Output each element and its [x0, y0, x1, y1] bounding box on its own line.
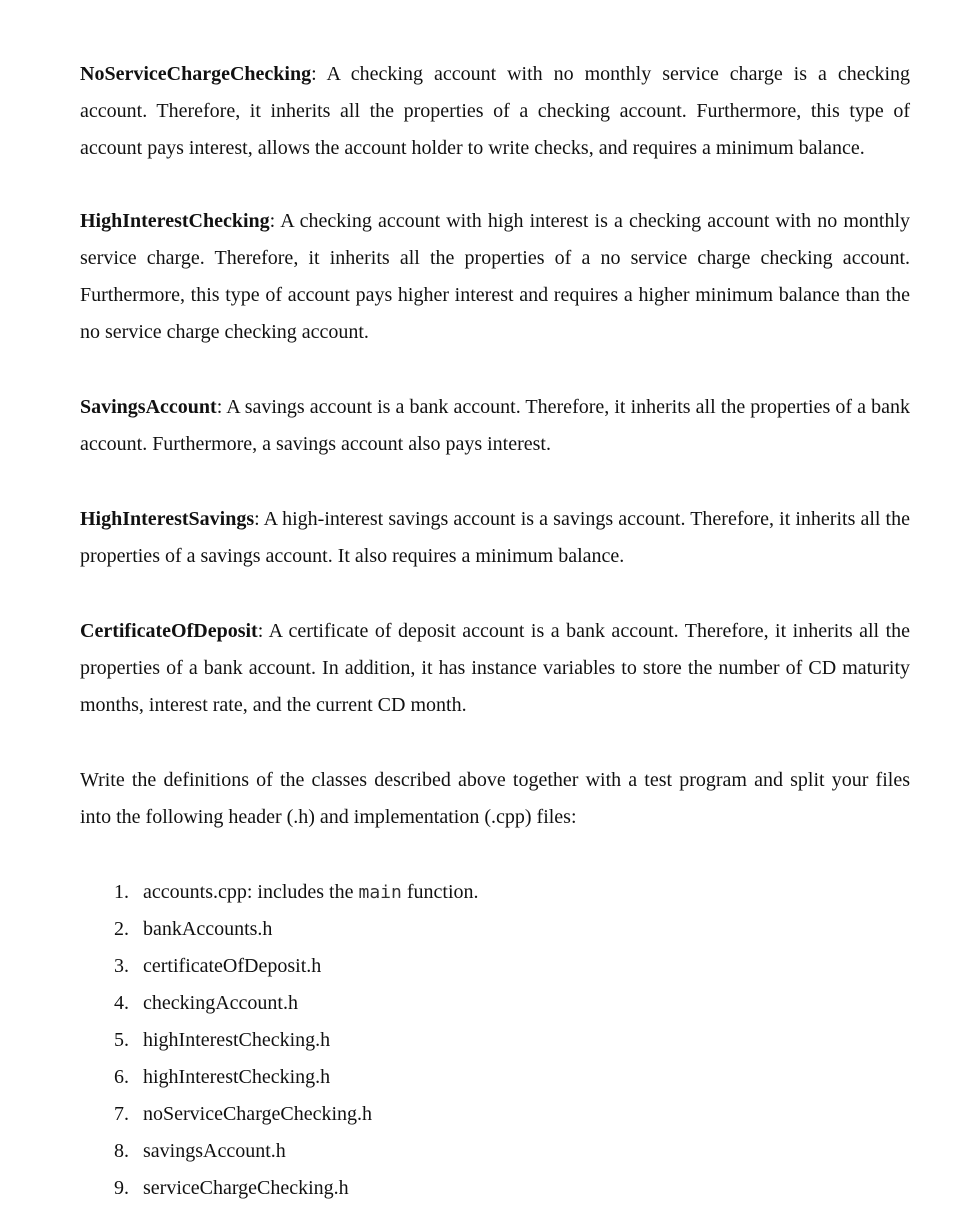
- list-item-text: noServiceChargeChecking.h: [143, 1103, 373, 1125]
- list-item: [80, 985, 910, 1022]
- term-high-interest-savings: HighInterestSavings: [80, 508, 255, 530]
- list-item: [80, 948, 910, 985]
- list-item: [80, 1022, 910, 1059]
- list-item-number: 9.: [114, 1177, 129, 1199]
- list-item-text: savingsAccount.h: [143, 1140, 286, 1162]
- list-item: [80, 1170, 910, 1207]
- list-item: [80, 874, 910, 911]
- description-no-service-charge-checking: : A checking account with no monthly service charge is a checking account. Therefore, it inherits all the properties of a checking account. Furthermore, this type of account pays interest, allows the account holder to write checks, and requires a minimum balance.: [80, 63, 910, 159]
- list-item: [80, 1133, 910, 1170]
- list-item-text: serviceChargeChecking.h: [143, 1177, 349, 1199]
- list-item: [80, 1059, 910, 1096]
- list-item-number: 8.: [114, 1140, 129, 1162]
- list-item-number: 1.: [114, 881, 129, 903]
- paragraph-savings-account: [80, 389, 910, 463]
- list-item-number: 7.: [114, 1103, 129, 1125]
- list-item: [80, 1096, 910, 1133]
- list-item-number: 4.: [114, 992, 129, 1014]
- list-item-text: certificateOfDeposit.h: [143, 955, 322, 977]
- description-certificate-of-deposit: : A certificate of deposit account is a bank account. Therefore, it inherits all the properties of a bank account. In addition, it has instance variables to store the number of CD maturity months, interest rate, and the current CD month.: [80, 620, 910, 716]
- list-item-text: checkingAccount.h: [143, 992, 298, 1014]
- description-savings-account: : A savings account is a bank account. Therefore, it inherits all the properties of a bank account. Furthermore, a savings account also pays interest.: [80, 396, 910, 455]
- description-high-interest-savings: : A high-interest savings account is a savings account. Therefore, it inherits all the properties of a savings account. It also requires a minimum balance.: [80, 508, 910, 567]
- term-certificate-of-deposit: CertificateOfDeposit: [80, 620, 258, 642]
- term-savings-account: SavingsAccount: [80, 396, 217, 418]
- list-item-text: highInterestChecking.h: [143, 1066, 331, 1088]
- list-item-number: 5.: [114, 1029, 129, 1051]
- list-item-text: highInterestChecking.h: [143, 1029, 331, 1051]
- instruction-paragraph: Write the definitions of the classes described above together with a test program and split your files into the following header (.h) and implementation (.cpp) files:: [80, 769, 910, 828]
- paragraph-no-service-charge-checking: [80, 56, 910, 167]
- code-main: main: [358, 882, 402, 903]
- term-high-interest-checking: HighInterestChecking: [80, 210, 270, 232]
- list-item-text: bankAccounts.h: [143, 918, 273, 940]
- list-item-number: 3.: [114, 955, 129, 977]
- paragraph-high-interest-savings: [80, 501, 910, 575]
- list-item-number: 6.: [114, 1066, 129, 1088]
- description-high-interest-checking: : A checking account with high interest is a checking account with no monthly service charge. Therefore, it inherits all the properties of a no service charge checking account. Furthermore, this type of account pays higher interest and requires a higher minimum balance than the no service charge checking account.: [80, 210, 910, 343]
- list-item: [80, 911, 910, 948]
- list-item-text: accounts.cpp: includes the main function.: [143, 881, 479, 903]
- paragraph-high-interest-checking: [80, 203, 910, 351]
- term-no-service-charge-checking: NoServiceChargeChecking: [80, 63, 312, 85]
- paragraph-certificate-of-deposit: [80, 613, 910, 724]
- document-page: [80, 56, 910, 1207]
- file-list: [80, 874, 910, 1207]
- list-item-number: 2.: [114, 918, 129, 940]
